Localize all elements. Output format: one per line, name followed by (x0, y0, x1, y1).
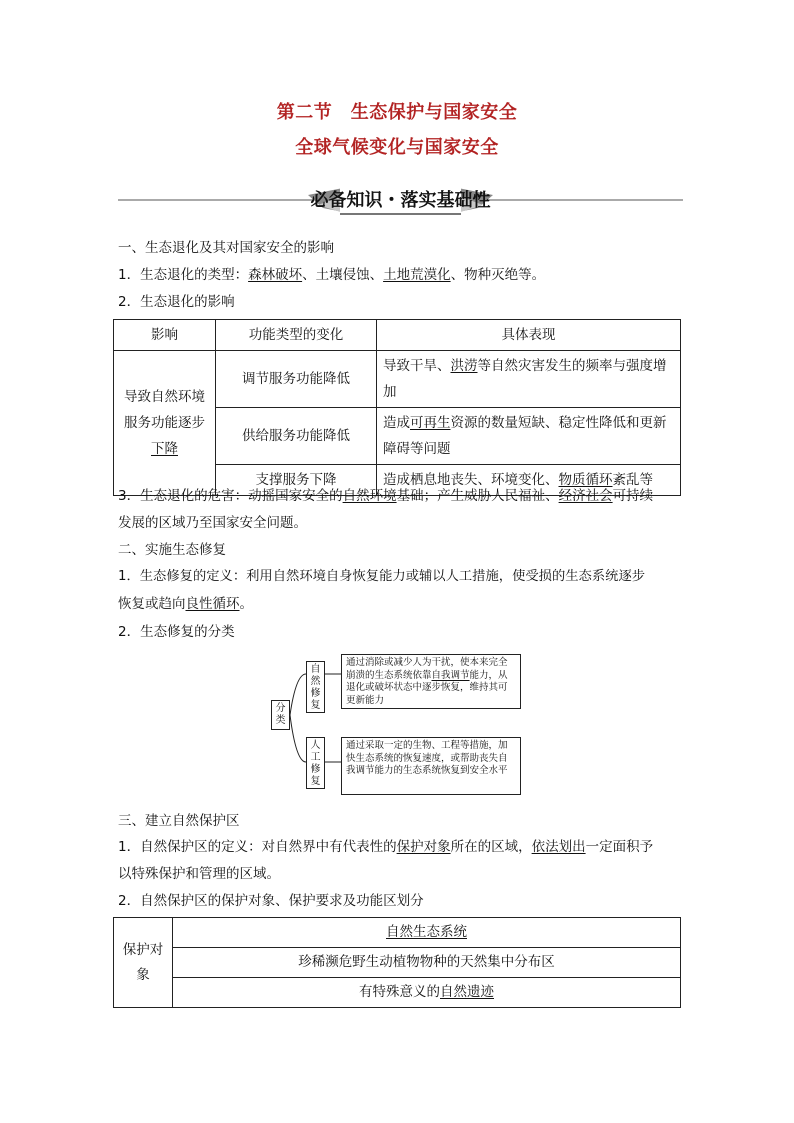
text: 3．生态退化的危害：动摇国家安全的 (118, 488, 343, 504)
answer-blank: 下降 (151, 441, 178, 457)
text: 造成 (383, 415, 410, 431)
text: 导致自然环境 (124, 389, 205, 405)
answer-blank: 自然遗迹 (440, 984, 494, 1000)
degradation-impact-heading: 2．生态退化的影响 (118, 294, 235, 310)
text: 有特殊意义的 (359, 984, 440, 1000)
section3-heading: 三、建立自然保护区 (118, 813, 240, 829)
answer-blank: 洪涝 (450, 358, 478, 374)
text: 、土壤侵蚀、 (302, 267, 384, 283)
header-cell: 影响 (114, 320, 216, 351)
text: 通过消除或减少人为干扰，使本来完全崩溃的生态系统依靠 (346, 657, 508, 681)
artificial-restoration-desc: 通过采取一定的生物、工程等措施，加快生态系统的恢复速度，或帮助丧失自我调节能力的生态系统恢复到安全水平 (341, 737, 521, 795)
object-cell (173, 918, 681, 948)
answer-blank: 土地荒漠化 (383, 267, 451, 283)
answer-blank: 保护对象 (396, 839, 451, 855)
answer-blank: 经济社会 (558, 488, 613, 504)
text: 所在的区域， (450, 839, 532, 855)
answer-blank: 物质循环 (558, 472, 613, 488)
natural-restoration-node: 自然修复 (306, 661, 325, 713)
banner-text: 必备知识・落实基础性 (310, 190, 491, 211)
text: 导致干旱、 (383, 358, 451, 374)
text: 、物种灭绝等。 (450, 267, 546, 283)
function-type-cell: 调节服务功能降低 (216, 351, 377, 408)
section1-heading: 一、生态退化及其对国家安全的影响 (118, 240, 334, 256)
text: 象 (136, 966, 150, 983)
table-row (114, 948, 681, 978)
restoration-definition: 1．生态修复的定义：利用自然环境自身恢复能力或辅以人工措施，使受损的生态系统逐步 (118, 569, 646, 584)
chapter-title: 第二节 生态保护与国家安全 (276, 102, 518, 123)
text: 保护对 (122, 941, 164, 958)
answer-blank: 自然环境 (342, 488, 397, 504)
answer-blank: 森林破坏 (248, 267, 303, 283)
function-type-cell: 支撑服务下降 (216, 465, 377, 496)
text: 。 (239, 596, 253, 612)
answer-blank: 可再生 (410, 415, 451, 431)
section-banner (118, 183, 683, 217)
text: 能力，从退化或破坏状态中逐步恢复，维持其可更新能力 (346, 669, 508, 706)
reserve-table (113, 917, 681, 1008)
text: 1．生态退化的类型： (118, 267, 249, 283)
text: 造成栖息地丧失、环境变化、 (383, 472, 559, 488)
degradation-harm-cont: 发展的区域乃至国家安全问题。 (118, 515, 307, 531)
degradation-harm (118, 486, 653, 506)
reserve-objects-heading: 2．自然保护区的保护对象、保护要求及功能区划分 (118, 893, 424, 909)
text: 恢复或趋向 (118, 596, 186, 612)
reserve-definition (118, 837, 653, 857)
header-cell: 功能类型的变化 (216, 320, 377, 351)
answer-blank: 依法划出 (531, 839, 586, 855)
root-node: 分类 (271, 700, 290, 730)
label-cell (114, 918, 173, 1008)
section2-heading: 二、实施生态修复 (118, 542, 226, 558)
object-cell: 珍稀濒危野生动植物物种的天然集中分布区 (173, 948, 681, 978)
text: 基础；产生威胁人民福祉、 (396, 488, 559, 504)
answer-blank: 良性循环 (185, 596, 240, 612)
header-cell: 具体表现 (377, 320, 681, 351)
detail-cell (377, 408, 681, 465)
table-row (114, 918, 681, 948)
detail-cell (377, 351, 681, 408)
answer-blank: 自然生态系统 (386, 924, 467, 940)
impact-table (113, 319, 681, 496)
text: 可持续 (612, 488, 654, 504)
table-row (114, 978, 681, 1008)
text: 1．自然保护区的定义：对自然界中有代表性的 (118, 839, 397, 855)
table-row (114, 351, 681, 408)
natural-restoration-desc (341, 654, 521, 709)
text: 紊乱等 (612, 472, 653, 488)
reserve-definition-cont: 以特殊保护和管理的区域。 (118, 866, 280, 882)
artificial-restoration-node: 人工修复 (306, 737, 325, 789)
text: 等自然灾害发生的频率与强度增加 (383, 358, 667, 400)
impact-cell (114, 351, 216, 496)
object-cell (173, 978, 681, 1008)
text: 服务功能逐步 (124, 415, 205, 431)
restoration-classification-heading: 2．生态修复的分类 (118, 624, 235, 640)
restoration-definition-cont (118, 594, 253, 614)
text: 一定面积予 (585, 839, 654, 855)
answer-blank: 自我调节 (431, 669, 470, 681)
function-type-cell: 供给服务功能降低 (216, 408, 377, 465)
degradation-types (118, 265, 545, 285)
restoration-diagram (268, 652, 528, 797)
table-header-row (114, 320, 681, 351)
section-title: 全球气候变化与国家安全 (295, 137, 499, 158)
text: 资源的数量短缺、稳定性降低和更新障碍等问题 (383, 415, 667, 457)
